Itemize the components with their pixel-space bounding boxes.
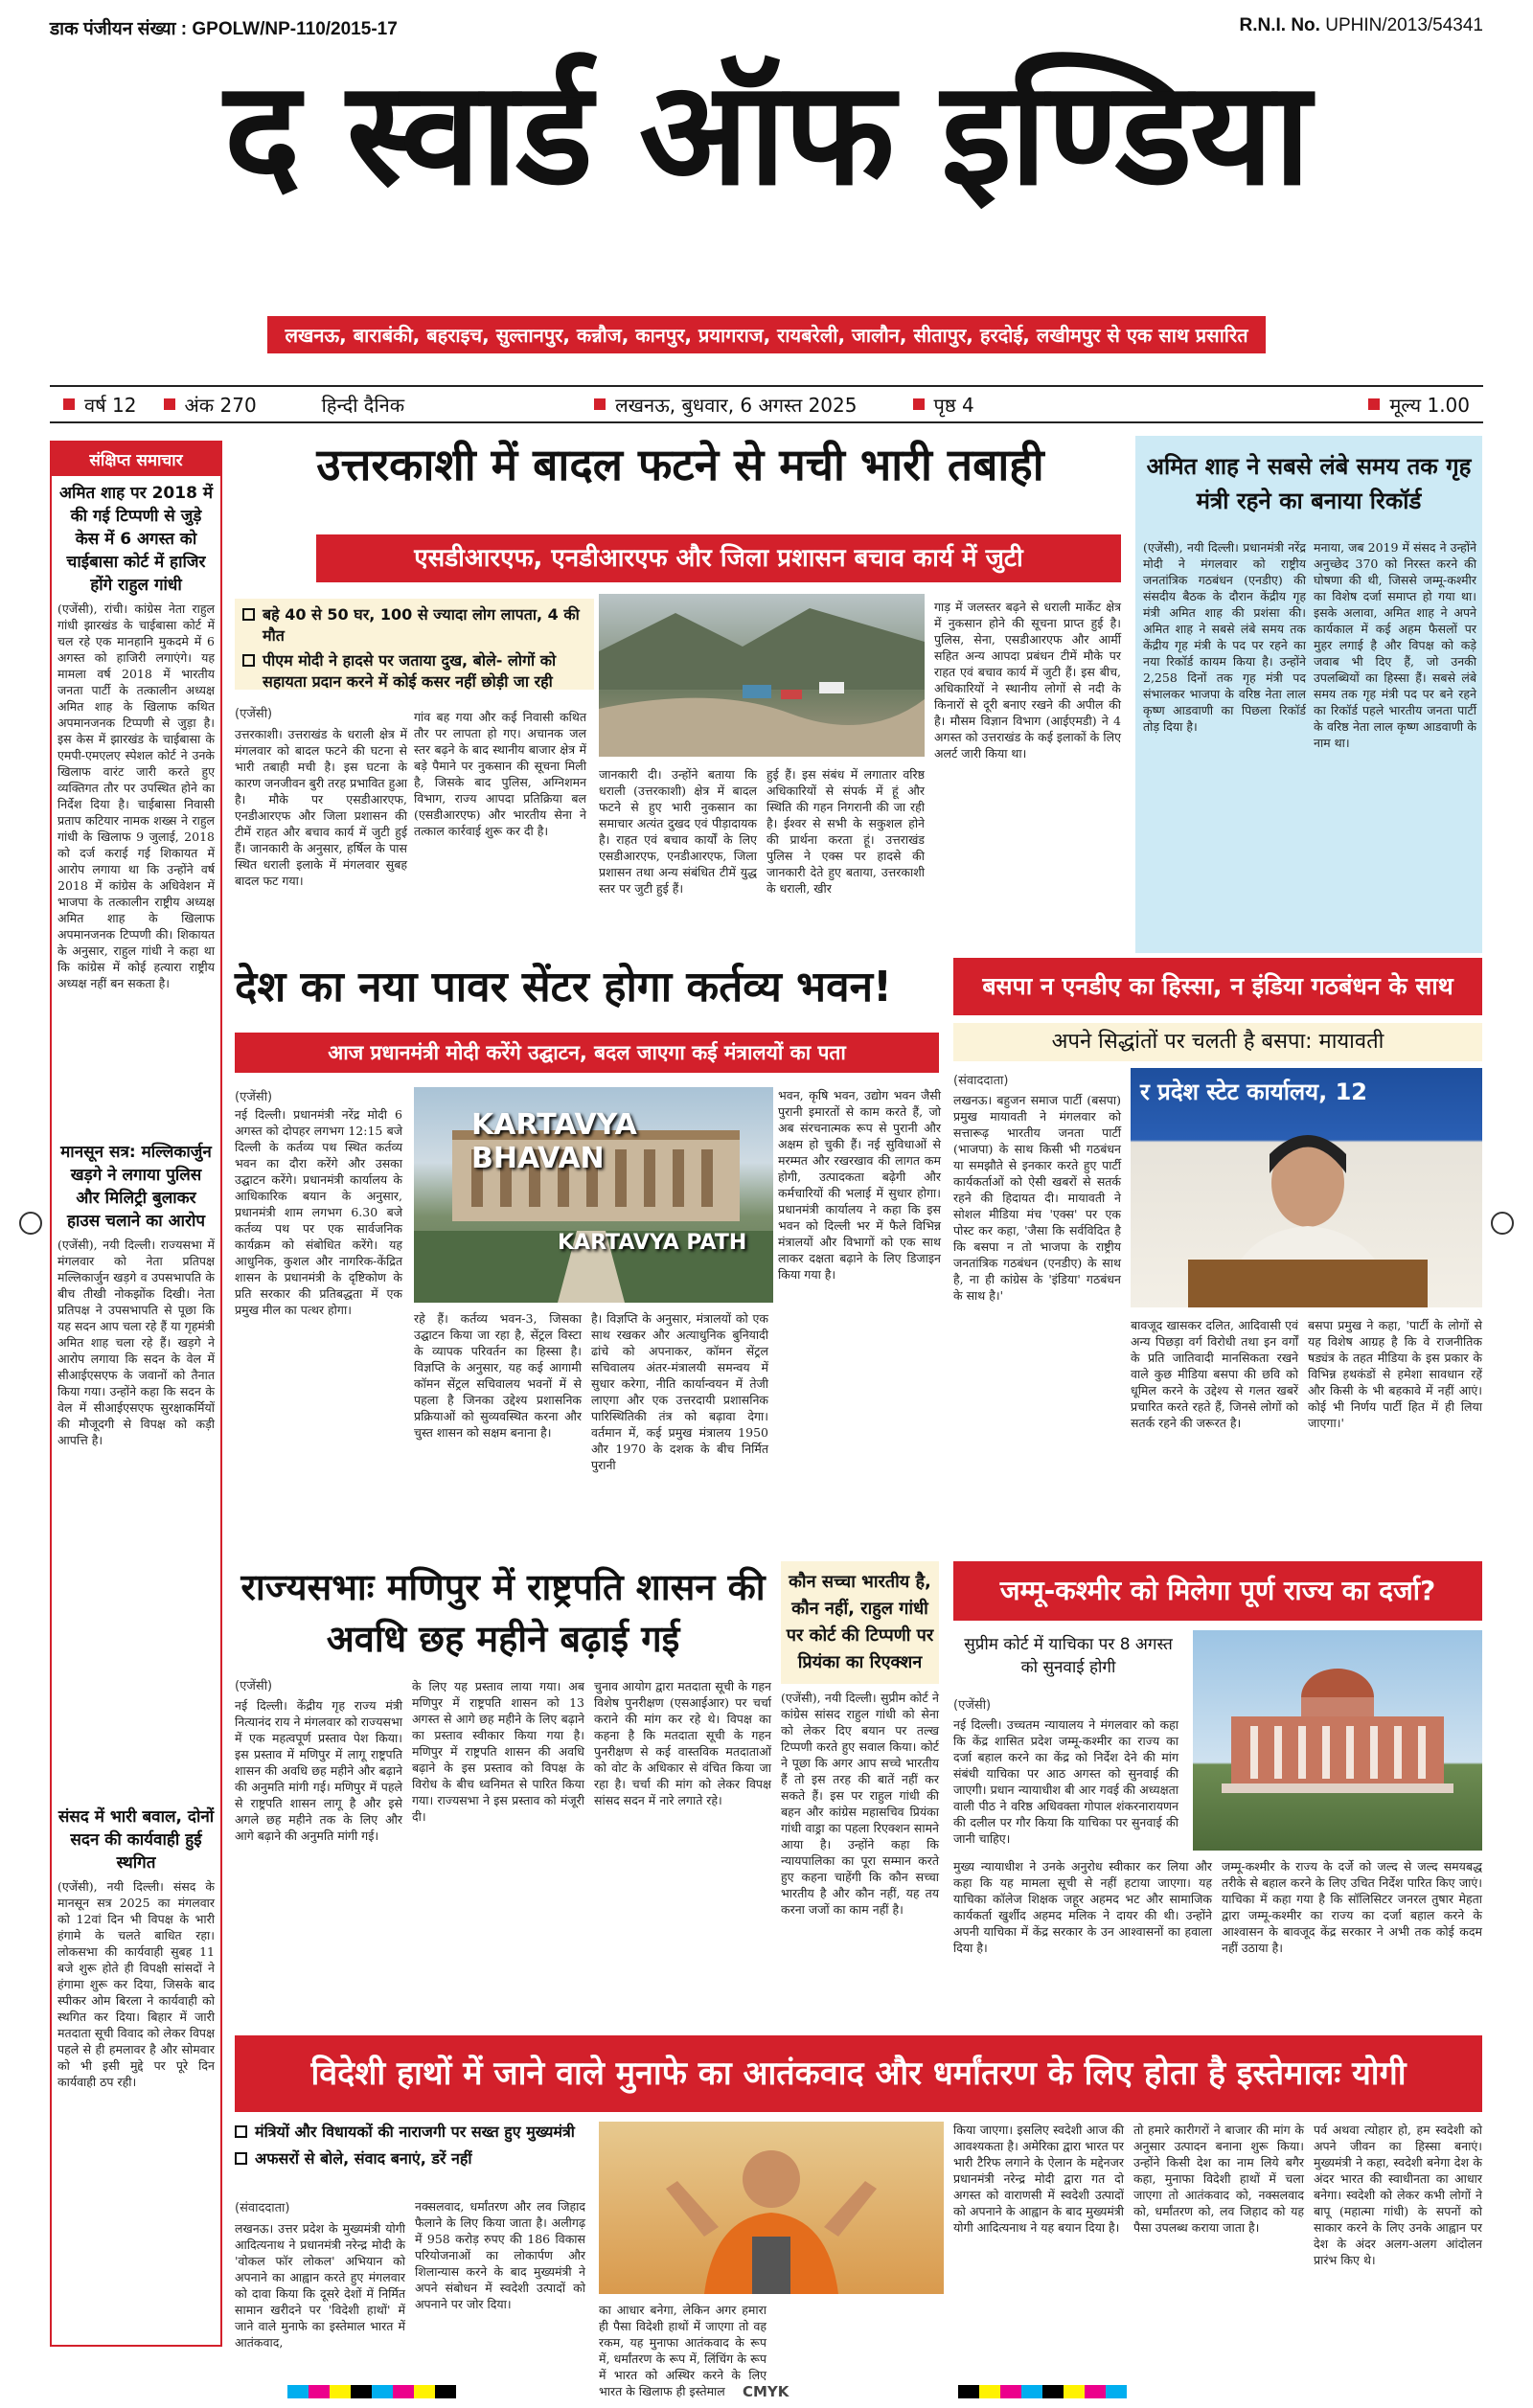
yogi-highlights [235,2122,589,2189]
registration-mark-icon [1491,1212,1514,1235]
cities-text: लखनऊ, बाराबंकी, बहराइच, सुल्तानपुर, कन्नौज, कानपुर, प्रयागराज, रायबरेली, जालौन, सीतापुर, हरदोई, लखीमपुर से एक साथ प्रसारित [267,316,1265,353]
bsp-col-b: बसपा प्रमुख ने कहा, 'पार्टी के लोगों से यह विशेष आग्रह है कि वे राजनीतिक षड्यंत्र के तहत मीडिया के इस प्रकार के विभिन्न हथकंडों से हमेशा सावधान रहें और किसी के भी बहकावे में नहीं आएं। कोई भी निर्णय पार्टी हित में ही लिया जाएगा।' [1308,1318,1482,1430]
jk-byline: (एजेंसी) [953,1698,992,1713]
amit-shah-headline: अमित शाह ने सबसे लंबे समय तक गृह मंत्री रहने का बनाया रिकॉर्ड [1146,453,1472,514]
uttarkashi-flood-photo [599,594,925,757]
brief-title-1: अमित शाह पर 2018 में की गई टिप्पणी से जुड़े केस में 6 अगस्त को चाईबासा कोर्ट में हाजिर होंगे राहुल गांधी [58,484,213,595]
jk-col-a: मुख्य न्यायाधीश ने उनके अनुरोध स्वीकार कर लिया और कहा कि यह मामला सूची से नहीं हटाया जाएगा। यह याचिका कॉलेज शिक्षक जहूर अहमद भट और सामाजिक कार्यकर्ता खुर्शीद अहमद मलिक ने दायर की थी। उन्होंने अपनी याचिका में केंद्र सरकार के उन आश्वासनों का हवाला दिया है। [953,1859,1212,1955]
rajyasabha-col-3: चुनाव आयोग द्वारा मतदाता सूची के गहन विशेष पुनरीक्षण (एसआईआर) पर चर्चा कराने की मांग कर रहे थे। विपक्ष का कहना है कि मतदाता सूची के गहन पुनरीक्षण से कई वास्तविक मतदाताओं को वोट के अधिकार से वंचित किया जा रहा है। चर्चा की मांग को लेकर विपक्ष सांसद सदन में नारे लगाते रहे। [594,1679,771,1807]
issue-number: अंक 270 [150,392,270,418]
rajyasabha-byline: (एजेंसी) [235,1679,273,1693]
jk-col-b: जम्मू-कश्मीर के राज्य के दर्जे को जल्द से जल्द समयबद्ध तरीके से बहाल करने के लिए उचित निर्देश पारित किए जाएं। याचिका में कहा गया है कि सॉलिसिटर जनरल तुषार मेहता द्वारा जम्मू-कश्मीर का राज्य का दर्जा बहाल करने के आश्वासन के बावजूद केंद्र सरकार ने अभी तक कोई कदम नहीं उठाया है। [1222,1859,1482,1955]
highlight-2: पीएम मोदी ने हादसे पर जताया दुख, बोले- लोगों को सहायता प्रदान करने में कोई कसर नहीं छोड़ी जा रही [242,650,586,693]
uttarkashi-col-2: गांव बह गया और कई निवासी कथित तौर पर लापता हो गए। अचानक जल स्तर बढ़ने के बाद स्थानीय बाजार क्षेत्र में बड़े पैमाने पर नुकसान की सूचना मिली है, जिसके बाद पुलिस, अग्निशमन विभाग, राज्य आपदा प्रतिक्रिया बल (एसडीआरएफ) और भारतीय सेना ने तत्काल कार्रवाई शुरू कर दी है। [414,710,586,838]
yogi-highlight-1: मंत्रियों और विधायकों की नाराजगी पर सख्त हुए मुख्यमंत्री [235,2122,589,2143]
bsp-col-top: लखनऊ। बहुजन समाज पार्टी (बसपा) प्रमुख मायावती ने मंगलवार को सत्तारूढ़ भारतीय जनता पार्टी (भाजपा) के साथ किसी भी गठबंधन या समझौते से इनकार करते हुए पार्टी कार्यकर्ताओं को ऐसी खबरों से सतर्क रहने की हिदायत दी। मायावती ने सोशल मीडिया मंच 'एक्स' पर एक पोस्ट कर कहा, 'जैसा कि सर्वविदित है कि बसपा न तो भाजपा के राष्ट्रीय जनतांत्रिक गठबंधन (एनडीए) के साथ है, ना ही कांग्रेस के 'इंडिया' गठबंधन के साथ है।' [953,1093,1121,1303]
yogi-col-5: तो हमारे कारीगरों ने बाजार की मांग के अनुसार उत्पादन बनाना शुरू किया। उन्होंने किसी देश का नाम लिये बगैर कहा, मुनाफा विदेशी हाथों में चला जाएगा तो आतंकवाद को, नक्सलवाद को, धर्मांतरण को, लव जिहाद को यह पैसा उपलब्ध कराया जाता है। [1133,2123,1304,2235]
brief-body-3: (एजेंसी), नयी दिल्ली। संसद के मानसून सत्र 2025 का मंगलवार को 12वां दिन भी विपक्ष के भारी हंगामे के चलते बाधित रहा। लोकसभा की कार्यवाही सुबह 11 बजे शुरू होते ही विपक्षी सांसदों ने हंगामा शुरू कर दिया, जिसके बाद स्पीकर ओम बिरला ने कार्यवाही को स्थगित कर दिया। बिहार में जारी मतदाता सूची विवाद को लेकर विपक्ष पहले से ही हमलावर है और सोमवार को भी इसी मुद्दे पर पूरे दिन कार्यवाही ठप रही। [57,1879,215,2089]
supreme-court-photo [1193,1630,1482,1851]
kartavya-headline: देश का नया पावर सेंटर होगा कर्तव्य भवन! [235,963,893,1011]
kartavya-subhead: आज प्रधानमंत्री मोदी करेंगे उद्घाटन, बदल जाएगा कई मंत्रालयों का पता [235,1033,939,1073]
checkbox-icon [242,608,255,621]
print-color-bar [958,2385,1127,2398]
person-portrait-icon [1131,1068,1482,1307]
kartavya-bhavan-photo [414,1087,773,1303]
yogi-headline: विदेशी हाथों में जाने वाले मुनाफे का आतंकवाद और धर्मांतरण के लिए होता है इस्तेमालः योगी [235,2035,1482,2112]
priyanka-body: (एजेंसी), नयी दिल्ली। सुप्रीम कोर्ट ने कांग्रेस सांसद राहुल गांधी को सेना को लेकर दिए बयान पर तल्ख टिप्पणी करते हुए सवाल किया। कोर्ट ने पूछा कि अगर आप सच्चे भारतीय हैं तो इस तरह की बातें नहीं कर सकते हैं। इस पर राहुल गांधी की बहन और कांग्रेस महासचिव प्रियंका गांधी वाड्रा का पहला रिएक्शन सामने आया है। उन्होंने कहा कि न्यायपालिका का पूरा सम्मान करते हुए कहना चाहेंगी कि कौन सच्चा भारतीय है और कौन नहीं, यह तय करना जजों का काम नहीं है। [781,1691,939,1917]
brief-news-rail [50,441,222,2347]
cities-strip [0,316,1533,353]
kartavya-col-4: भवन, कृषि भवन, उद्योग भवन जैसी पुरानी इमारतों से काम करते हैं, जो अब संरचनात्मक रूप से पुरानी और अक्षम हो चुकी हैं। नई सुविधाओं से मरम्मत और रखरखाव की लागत कम होगी, उत्पादकता बढ़ेगी और कर्मचारियों की भलाई में सुधार होगा। प्रधानमंत्री कार्यालय ने कहा कि इस भवन को दिल्ली भर में फैले विभिन्न मंत्रालयों और विभागों को एक साथ लाकर दक्षता बढ़ाने के लिए डिजाइन किया गया है। [778,1088,941,1282]
postal-registration: डाक पंजीयन संख्या : GPOLW/NP-110/2015-17 [50,19,398,39]
photo-caption-bhavan: KARTAVYA BHAVAN [471,1108,637,1175]
speaker-portrait-icon [599,2122,944,2294]
brief-body-1: (एजेंसी), रांची। कांग्रेस नेता राहुल गांधी झारखंड के चाईबासा कोर्ट में चल रहे एक मानहानि मुकदमे में 6 अगस्त को हाजिरी लगाएंगे। यह मामला वर्ष 2018 में भारतीय जनता पार्टी के तत्कालीन अध्यक्ष अमित शाह के खिलाफ कथित अपमानजनक टिप्पणी से जुड़ा है। इस केस में झारखंड के चाईबासा के एमपी-एमएलए स्पेशल कोर्ट ने उनके खिलाफ वारंट जारी करते हुए व्यक्तिगत तौर पर उपस्थित होने का निर्देश दिया है। चाईबासा निवासी प्रताप कटियार नामक शख्स ने राहुल गांधी के खिलाफ 9 जुलाई, 2018 को दर्ज कराई गई शिकायत में आरोप लगाया था कि उन्होंने वर्ष 2018 में कांग्रेस के अधिवेशन में भाजपा के तत्कालीन राष्ट्रीय अध्यक्ष अमित शाह के खिलाफ अपमानजनक टिप्पणी की। शिकायत के अनुसार, राहुल गांधी ने कहा था कि कांग्रेस में कोई हत्यारा राष्ट्रीय अध्यक्ष नहीं बन सकता है। [57,602,215,990]
uttarkashi-byline: (एजेंसी) [235,707,273,721]
yogi-col-4: किया जाएगा। इसलिए स्वदेशी आज की आवश्यकता है। अमेरिका द्वारा भारत पर भारी टैरिफ लगाने के ऐलान के मद्देनजर प्रधानमंत्री नरेन्द्र मोदी द्वारा गत दो अगस्त को वाराणसी में स्वदेशी उत्पादों को अपनाने के आह्वान के बाद मुख्यमंत्री योगी आदित्यनाथ ने यह बयान दिया है। [953,2123,1124,2235]
red-square-icon [164,398,175,410]
price: मूल्य 1.00 [1355,392,1483,418]
yogi-col-6: पर्व अथवा त्योहार हो, हम स्वदेशी को अपने जीवन का हिस्सा बनाएं। मुख्यमंत्री ने कहा, स्वदेशी बनेगा देश के अंदर भारत की स्वाधीनता का आधार बनेगा। स्वदेशी को लेकर कभी लोगों ने बापू (महात्मा गांधी) के सपनों को साकार करने के लिए उनके आह्वान पर देश के अंदर अलग-अलग आंदोलन प्रारंभ किए थे। [1314,2123,1482,2267]
red-square-icon [594,398,606,410]
bsp-headline: बसपा न एनडीए का हिस्सा, न इंडिया गठबंधन के साथ [953,958,1482,1015]
yogi-col-3: का आधार बनेगा, लेकिन अगर हमारा ही पैसा विदेशी हाथों में जाएगा तो वह रकम, यह मुनाफा आतंकवाद के रूप में, धर्मांतरण के रूप में, लिंचिंग के रूप में भारत को अस्थिर करने के लिए भारत के खिलाफ ही इस्तेमाल [599,2303,766,2398]
brief-title-2: मानसून सत्र: मल्लिकार्जुन खड़गे ने लगाया पुलिस और मिलिट्री बुलाकर हाउस चलाने का आरोप [60,1143,212,1231]
uttarkashi-col-5: गाड़ में जलस्तर बढ़ने से धराली मार्केट क्षेत्र में नुकसान होने की सूचना प्राप्त हुई है। पुलिस, सेना, एसडीआरएफ और आर्मी सहित अन्य आपदा प्रबंधन टीमें मौके पर राहत एवं बचाव कार्य में जुटी हैं। इस बीच, अधिकारियों ने स्थानीय लोगों से नदी के किनारों से दूरी बनाए रखने की अपील की है। मौसम विज्ञान विभाग (आईएमडी) ने 4 अगस्त को उत्तराखंड के कई इलाकों के लिए अलर्ट जारी किया था। [934,600,1121,761]
red-square-icon [1368,398,1380,410]
amit-shah-box [1135,436,1482,953]
red-square-icon [913,398,925,410]
uttarkashi-col-3: जानकारी दी। उन्होंने बताया कि धराली (उत्तरकाशी) क्षेत्र में बादल फटने से हुए भारी नुकसान का समाचार अत्यंत दुखद एवं पीड़ादायक है। राहत एवं बचाव कार्यों के लिए एसडीआरएफ, एनडीआरएफ, जिला प्रशासन तथा अन्य संबंधित टीमें युद्ध स्तर पर जुटी हुई हैं। [599,767,757,896]
registration-mark-icon [19,1212,42,1235]
rajyasabha-headline: राज्यसभाः मणिपुर में राष्ट्रपति शासन की अवधि छह महीने बढ़ाई गई [240,1566,766,1660]
kartavya-col-1: नई दिल्ली। प्रधानमंत्री नरेंद्र मोदी 6 अगस्त को दोपहर लगभग 12:15 बजे दिल्ली के कर्तव्य पथ स्थित कर्तव्य भवन का दौरा करेंगे और उसका उद्घाटन करेंगे। प्रधानमंत्री कार्यालय के आधिकारिक बयान के अनुसार, प्रधानमंत्री शाम लगभग 6.30 बजे कर्तव्य पथ पर एक सार्वजनिक कार्यक्रम को संबोधित करेंगे। यह आधुनिक, कुशल और नागरिक-केंद्रित शासन के प्रधानमंत्री के दृष्टिकोण के प्रति सरकार की प्रतिबद्धता में एक प्रमुख मील का पत्थर होगा। [235,1107,402,1317]
kartavya-byline: (एजेंसी) [235,1090,273,1104]
photo-caption-path: KARTAVYA PATH [558,1231,747,1255]
rni-label: R.N.I. No. [1239,15,1320,35]
yogi-col-1: लखनऊ। उत्तर प्रदेश के मुख्यमंत्री योगी आदित्यनाथ ने प्रधानमंत्री नरेन्द्र मोदी के 'वोकल फॉर लोकल' अभियान को अपनाने का आह्वान करते हुए मंगलवार को दावा किया कि दूसरे देशों में निर्मित सामान खरीदने पर 'विदेशी हाथों' में जाने वाले मुनाफे का इस्तेमाल भारत में आतंकवाद, [235,2221,405,2350]
rajyasabha-col-1: नई दिल्ली। केंद्रीय गृह राज्य मंत्री नित्यानंद राय ने मंगलवार को राज्यसभा में एक महत्वपूर्ण प्रस्ताव पेश किया। इस प्रस्ताव में मणिपुर में लागू राष्ट्रपति शासन की अवधि छह महीने और बढ़ाने की अनुमति मांगी गई। मणिपुर में पहले से राष्ट्रपति शासन लागू है और इसे अगले छह महीने तक के लिए और आगे बढ़ाने की अनुमति मांगी गई। [235,1698,402,1843]
kartavya-col-2: रहे हैं। कर्तव्य भवन-3, जिसका उद्घाटन किया जा रहा है, सेंट्रल विस्टा के व्यापक परिवर्तन का हिस्सा है। विज्ञप्ति के अनुसार, यह कई आगामी कॉमन सेंट्रल सचिवालय भवनों में से पहला है जिनका उद्देश्य प्रशासनिक प्रक्रियाओं को सुव्यवस्थित करना और चुस्त शासन को सक्षम बनाना है। [414,1311,582,1440]
yogi-col-2: नक्सलवाद, धर्मांतरण और लव जिहाद फैलाने के लिए किया जाता है। अलीगढ़ में 958 करोड़ रुपए की 186 विकास परियोजनाओं का लोकार्पण और शिलान्यास करने के बाद मुख्यमंत्री ने अपने संबोधन में स्वदेशी उत्पादों को अपनाने पर जोर दिया। [415,2199,585,2311]
yogi-photo [599,2122,944,2294]
priyanka-story [781,1561,939,2021]
rail-heading: संक्षिप्त समाचार [52,443,220,476]
yogi-highlight-2: अफसरों से बोले, संवाद बनाएं, डरें नहीं [235,2148,589,2169]
brief-body-2: (एजेंसी), नयी दिल्ली। राज्यसभा में मंगलवार को नेता प्रतिपक्ष मल्लिकार्जुन खड़गे व उपसभापति के बीच तीखी नोकझोंक दिखी। नेता प्रतिपक्ष ने उपसभापति से पूछा कि यह सदन आप चला रहे हैं या गृहमंत्री अमित शाह चला रहे हैं। खड़गे ने आरोप लगाया कि सदन के वेल में सीआईएसएफ के जवानों को तैनात किया गया। उन्होंने कहा कि सदन के वेल में सीआईएसएफ सुरक्षाकर्मियों की मौजूदगी से विपक्ष को कड़ी आपत्ति है। [57,1238,215,1447]
brief-title-3: संसद में भारी बवाल, दोनों सदन की कार्यवाही हुई स्थगित [57,1807,215,1873]
masthead-title: द स्वार्ड ऑफ इण्डिया [223,51,1310,217]
checkbox-icon [242,654,255,667]
cmyk-label: CMYK [743,2383,789,2400]
rni-number [1239,15,1483,36]
bsp-subhead: अपने सिद्धांतों पर चलती है बसपा: मायावती [953,1023,1482,1061]
uttarkashi-highlights [235,599,594,690]
bsp-col-a: बावजूद खासकर दलित, आदिवासी एवं अन्य पिछड़ा वर्ग विरोधी तथा इन वर्गों के प्रति जातिवादी मानसिकता रखने वाले कुछ मीडिया बसपा की छवि को धूमिल करने के उद्देश्य से गलत खबरें प्रचारित करते रहते हैं, जिनसे लोगों को सतर्क रहने की जरूरत है। [1131,1318,1298,1430]
place-date: लखनऊ, बुधवार, 6 अगस्त 2025 [581,392,870,418]
rni-value: UPHIN/2013/54341 [1325,15,1483,35]
rajyasabha-col-2: के लिए यह प्रस्ताव लाया गया। अब मणिपुर में राष्ट्रपति शासन को 13 अगस्त से आगे छह महीने के लिए बढ़ाने का प्रस्ताव स्वीकार किया गया है। मणिपुर में राष्ट्रपति शासन की अवधि बढ़ाने के इस प्रस्ताव को विपक्ष के विरोध के बीच ध्वनिमत से पारित किया गया। राज्यसभा ने इस प्रस्ताव को मंजूरी दी। [412,1679,584,1824]
page-number: पृष्ठ 4 [900,392,988,418]
uttarkashi-subhead: एसडीआरएफ, एनडीआरएफ और जिला प्रशासन बचाव कार्य में जुटी [316,534,1121,582]
print-color-bar [287,2385,456,2398]
photo-sign-text: र प्रदेश स्टेट कार्यालय, 12 [1140,1079,1367,1105]
edition-info-bar [50,385,1483,423]
uttarkashi-headline: उत्तरकाशी में बादल फटने से मची भारी तबाही [316,439,1044,490]
jk-headline: जम्मू-कश्मीर को मिलेगा पूर्ण राज्य का दर्जा? [953,1561,1482,1621]
kartavya-col-3: है। विज्ञप्ति के अनुसार, मंत्रालयों को एक साथ रखकर और अत्याधुनिक बुनियादी ढांचे को अपनाकर, कॉमन सेंट्रल सचिवालय अंतर-मंत्रालयी समन्वय में सुधार करेगा, नीति कार्यान्वयन में तेजी लाएगा और एक उत्तरदायी प्रशासनिक पारिस्थितिकी तंत्र को बढ़ावा देगा। वर्तमान में, कई प्रमुख मंत्रालय 1950 और 1970 के दशक के बीच निर्मित पुरानी [591,1311,768,1472]
uttarkashi-col-4: हुई हैं। इस संबंध में लगातार वरिष्ठ अधिकारियों से संपर्क में हूं और स्थिति की गहन निगरानी की जा रही है। ईश्वर से सभी के सकुशल होने की प्रार्थना करता हूं। उत्तराखंड पुलिस ने एक्स पर हादसे की जानकारी देते हुए बताया, उत्तरकाशी के धराली, खीर [766,767,925,896]
checkbox-icon [235,2152,247,2165]
amit-shah-col-1: (एजेंसी), नयी दिल्ली। प्रधानमंत्री नरेंद्र मोदी ने मंगलवार को राष्ट्रीय जनतांत्रिक गठबंधन (एनडीए) की संसदीय बैठक के दौरान केंद्रीय गृह मंत्री अमित शाह की प्रशंसा की। अमित शाह ने सबसे लंबे समय तक केंद्रीय गृह मंत्री के पद पर रहने का नया रिकॉर्ड कायम किया है। उन्होंने 2,258 दिनों तक गृह मंत्री पद संभालकर भाजपा के वरिष्ठ नेता लाल कृष्ण आडवाणी का पिछला रिकॉर्ड तोड़ दिया है। [1143,540,1306,734]
jk-col-top: नई दिल्ली। उच्चतम न्यायालय ने मंगलवार को कहा कि केंद्र शासित प्रदेश जम्मू-कश्मीर का राज्य का दर्जा बहाल करने का केंद्र को निर्देश देने की मांग संबंधी याचिका पर आठ अगस्त को सुनवाई की जाएगी। प्रधान न्यायाधीश बी आर गवई की अध्यक्षता वाली पीठ ने वरिष्ठ अधिवक्ता गोपाल शंकरनारायणन की दलील पर गौर किया कि याचिका पर सुनवाई की जानी चाहिए। [953,1717,1178,1846]
jk-subhead: सुप्रीम कोर्ट में याचिका पर 8 अगस्त को सुनवाई होगी [964,1635,1173,1677]
volume-year: वर्ष 12 [50,392,150,418]
highlight-1: बहे 40 से 50 घर, 100 से ज्यादा लोग लापता, 4 की मौत [242,604,586,647]
yogi-byline: (संवाददाता) [235,2201,290,2215]
uttarkashi-col-1: उत्तरकाशी। उत्तराखंड के धराली क्षेत्र में मंगलवार को बादल फटने की घटना से भारी तबाही मची है। इस घटना के कारण जनजीवन बुरी तरह प्रभावित हुआ है। मौके पर एसडीआरएफ, एनडीआरएफ और जिला प्रशासन की टीमें राहत और बचाव कार्य में जुटी हुई हैं। जानकारी के अनुसार, हर्षिल के पास स्थित धराली इलाके में मंगलवार सुबह बादल फट गया। [235,727,407,888]
landslide-scene-icon [599,594,925,757]
red-square-icon [63,398,75,410]
checkbox-icon [235,2125,247,2138]
court-building-icon [1193,1630,1482,1851]
mayawati-photo [1131,1068,1482,1307]
bsp-byline: (संवाददाता) [953,1074,1009,1088]
amit-shah-col-2: मनाया, जब 2019 में संसद ने उन्होंने अनुच्छेद 370 को निरस्त करने की घोषणा की थी, जिससे जम्मू-कश्मीर का विशेष दर्जा समाप्त हो गया था। इसके अलावा, अमित शाह ने अपने कार्यकाल में कई अहम फैसलों पर मुहर लगाई है और विपक्ष को कड़े जवाब भी दिए हैं, जो उनकी उपलब्धियों का हिस्सा हैं। सबसे लंबे समय तक गृह मंत्री पद पर बने रहने का रिकॉर्ड पहले भारतीय जनता पार्टी के वरिष्ठ नेता लाल कृष्ण आडवाणी के नाम था। [1314,540,1476,750]
paper-type: हिन्दी दैनिक [321,393,405,417]
priyanka-headline: कौन सच्चा भारतीय है, कौन नहीं, राहुल गांधी पर कोर्ट की टिप्पणी पर प्रियंका का रिएक्शन [781,1561,939,1684]
